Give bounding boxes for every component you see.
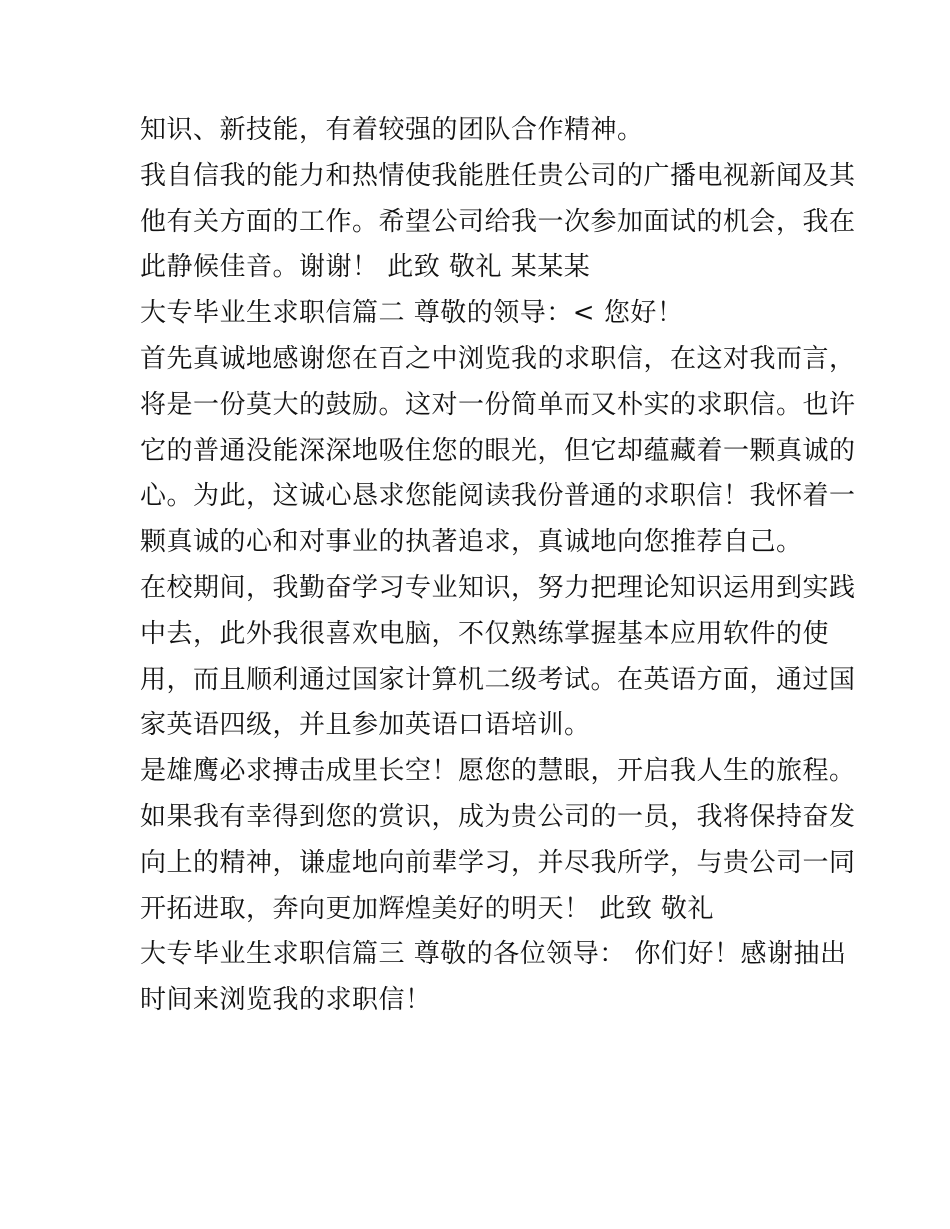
text-line: 他有关方面的工作。希望公司给我一次参加面试的机会，我在: [140, 206, 856, 237]
text-line: 知识、新技能，有着较强的团队合作精神。: [140, 115, 644, 145]
text-line: 开拓进取，奔向更加辉煌美好的明天！ 此致 敬礼: [140, 893, 715, 924]
section-heading-line: 大专毕业生求职信篇二 尊敬的领导：< 您好！: [140, 298, 684, 329]
text-line: 心。为此，这诚心恳求您能阅读我份普通的求职信！我怀着一: [140, 481, 856, 512]
text-line: 时间来浏览我的求职信！: [140, 985, 432, 1016]
text-line: 我自信我的能力和热情使我能胜任贵公司的广播电视新闻及其: [140, 160, 856, 191]
text-line: 如果我有幸得到您的赏识，成为贵公司的一员，我将保持奋发: [140, 801, 856, 832]
text-line: 在校期间，我勤奋学习专业知识，努力把理论知识运用到实践: [140, 572, 856, 603]
text-line: 将是一份莫大的鼓励。这对一份简单而又朴实的求职信。也许: [140, 389, 856, 420]
text-line: 是雄鹰必求搏击成里长空！愿您的慧眼，开启我人生的旅程。: [140, 756, 856, 787]
section-heading-line: 大专毕业生求职信篇三 尊敬的各位领导： 你们好！感谢抽出: [140, 939, 847, 970]
text-line: 向上的精神，谦虚地向前辈学习，并尽我所学，与贵公司一同: [140, 847, 856, 878]
text-line: 首先真诚地感谢您在百之中浏览我的求职信，在这对我而言，: [140, 343, 856, 374]
document-body: [140, 108, 856, 1024]
text-line: 颗真诚的心和对事业的执著追求，真诚地向您推荐自己。: [140, 527, 803, 558]
text-line: 它的普通没能深深地吸住您的眼光，但它却蕴藏着一颗真诚的: [140, 435, 856, 466]
text-line: 家英语四级，并且参加英语口语培训。: [140, 710, 591, 741]
text-line: 用，而且顺利通过国家计算机二级考试。在英语方面，通过国: [140, 664, 856, 695]
text-line: 中去，此外我很喜欢电脑，不仅熟练掌握基本应用软件的使: [140, 618, 830, 649]
text-line: 此静候佳音。谢谢！ 此致 敬礼 某某某: [140, 252, 591, 283]
